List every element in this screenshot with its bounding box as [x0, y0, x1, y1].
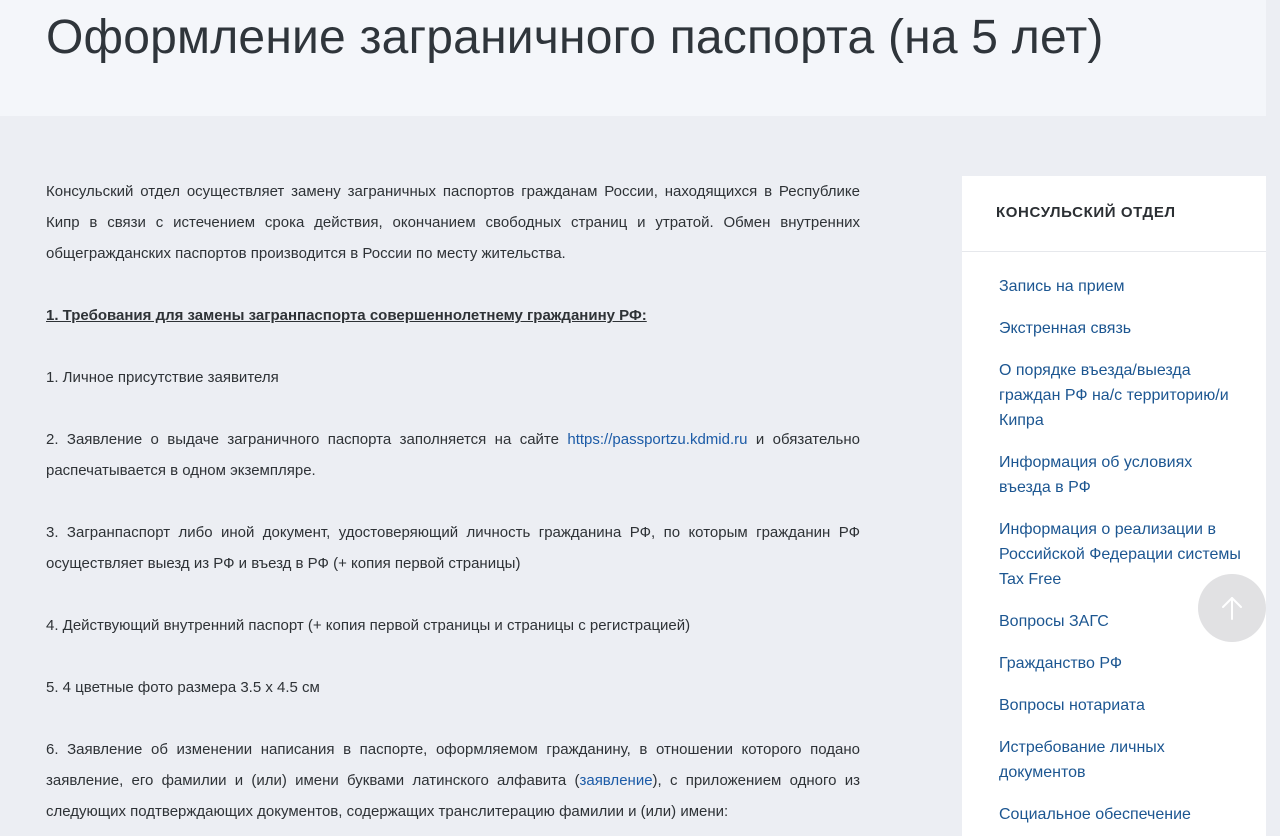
requirement-item-6-text-end: ), с приложением одного из следующих подтверждающих документов, содержащих транслитерацию фамилии и (или) имени: [46, 772, 860, 820]
page-title: Оформление заграничного паспорта (на 5 лет) [46, 11, 1104, 64]
requirement-item-4: 4. Действующий внутренний паспорт (+ копия первой страницы и страницы с регистрацией) [46, 617, 691, 634]
page-header [0, 0, 1266, 116]
sidebar-menu [962, 252, 1266, 823]
requirement-item-2-text-end: и обязательно распечатывается в одном экземпляре. [46, 431, 860, 479]
section-heading [46, 300, 860, 331]
sidebar-item-notary[interactable]: Вопросы нотариата [999, 697, 1145, 714]
sidebar-item-emergency-contact[interactable]: Экстренная связь [999, 320, 1132, 337]
sidebar-item-entry-exit-cyprus[interactable]: О порядке въезда/выезда граждан РФ на/с территорию/и Кипра [999, 362, 1229, 429]
requirement-item-1: 1. Личное присутствие заявителя [46, 369, 279, 386]
requirement-item-2 [46, 424, 860, 486]
requirement-item-6-text: 6. Заявление об изменении написания в паспорте, оформляемом гражданину, в отношении которого подано заявление, его фамилии и (или) имени буквами латинского алфавита ( [46, 741, 860, 789]
consular-sidebar [962, 176, 1266, 836]
scroll-to-top-button[interactable] [1198, 574, 1266, 642]
sidebar-item-citizenship[interactable]: Гражданство РФ [999, 655, 1122, 672]
requirement-item-2-text: 2. Заявление о выдаче заграничного паспорта заполняется на сайте [46, 431, 568, 448]
application-form-link[interactable]: заявление [579, 772, 653, 789]
sidebar-item-civil-registry[interactable]: Вопросы ЗАГС [999, 613, 1109, 630]
sidebar-item-entry-conditions[interactable]: Информация об условиях въезда в РФ [999, 454, 1193, 496]
main-content [46, 176, 860, 827]
requirement-item-5: 5. 4 цветные фото размера 3.5 х 4.5 см [46, 679, 320, 696]
sidebar-item-social-security[interactable]: Социальное обеспечение [999, 806, 1191, 823]
passport-site-link[interactable]: https://passportzu.kdmid.ru [567, 431, 748, 448]
requirement-item-3: 3. Загранпаспорт либо иной документ, удостоверяющий личность гражданина РФ, по которым гражданин РФ осуществляет выезд из РФ и въезд в РФ (+ копия первой страницы) [46, 524, 860, 572]
requirement-item-6 [46, 734, 860, 827]
intro-paragraph: Консульский отдел осуществляет замену заграничных паспортов гражданам России, находящихся в Республике Кипр в связи с истечением срока действия, окончанием свободных страниц и утратой. Обмен внутренних общегражданских паспортов производится в России по месту жительства. [46, 183, 860, 262]
sidebar-item-personal-documents[interactable]: Истребование личных документов [999, 739, 1165, 781]
sidebar-item-tax-free[interactable]: Информация о реализации в Российской Федерации системы Tax Free [999, 521, 1241, 588]
sidebar-title: КОНСУЛЬСКИЙ ОТДЕЛ [962, 176, 1266, 252]
section-title: 1. Требования для замены загранпаспорта совершеннолетнему гражданину РФ: [46, 307, 647, 324]
sidebar-item-appointment[interactable]: Запись на прием [999, 278, 1125, 295]
arrow-up-icon [1221, 595, 1243, 621]
